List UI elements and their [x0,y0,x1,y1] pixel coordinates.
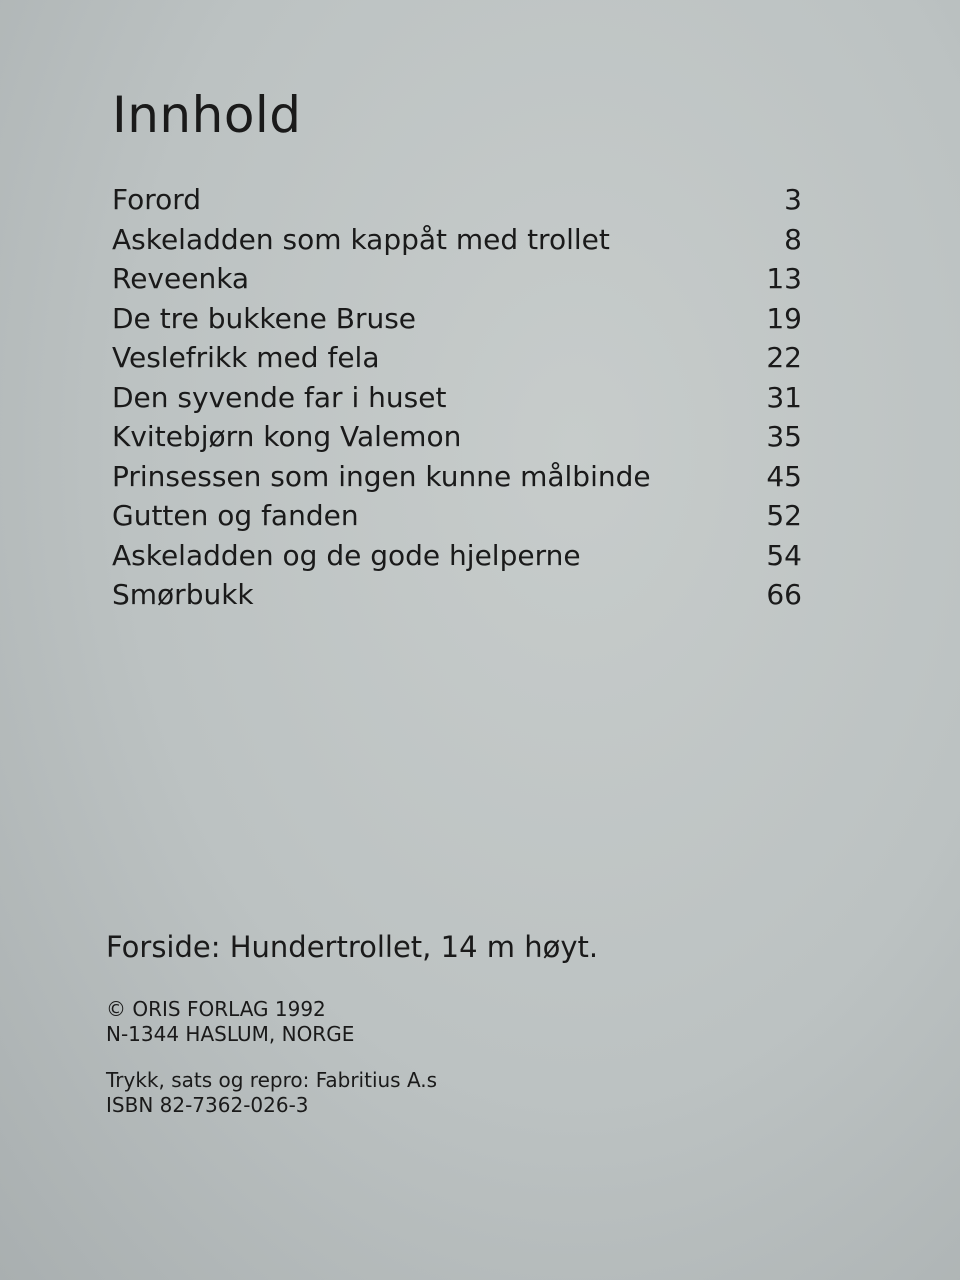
toc-entry-title: Askeladden og de gode hjelperne [112,538,581,572]
cover-caption: Forside: Hundertrollet, 14 m høyt. [106,930,599,964]
toc-entry [112,180,802,220]
isbn: ISBN 82-7362-026-3 [106,1093,309,1117]
toc-entry-page: 45 [766,459,802,493]
toc-entry [112,378,802,418]
copyright-line: © ORIS FORLAG 1992 [106,997,326,1021]
toc-entry-title: Kvitebjørn kong Valemon [112,420,462,453]
toc-entry-page: 52 [766,499,802,532]
toc-entry-page: 66 [766,578,802,611]
toc-entry-title: Smørbukk [112,578,254,611]
toc-entry [112,496,802,536]
toc-entry [112,536,802,576]
toc-entry-page: 8 [784,222,802,256]
toc-entry [112,457,802,497]
toc-entry-title: Den syvende far i huset [112,380,447,414]
toc-entry-title: Askeladden som kappåt med trollet [112,222,610,256]
toc-entry [112,575,802,615]
toc-entry-page: 31 [766,380,802,414]
toc-entry-page: 19 [766,301,802,335]
toc-entry [112,417,802,457]
toc-entry-page: 22 [766,341,802,374]
toc-entry [112,299,802,339]
page-title: Innhold [112,86,302,144]
toc-entry-page: 13 [766,262,802,295]
toc-entry-title: De tre bukkene Bruse [112,301,417,335]
copyright-block [106,997,354,1047]
publisher-address: N-1344 HASLUM, NORGE [106,1022,355,1046]
toc-entry-title: Gutten og fanden [112,499,359,532]
printer-credit: Trykk, sats og repro: Fabritius A.s [106,1068,438,1092]
toc-entry-page: 54 [766,538,802,572]
table-of-contents [112,180,802,615]
toc-entry [112,220,802,260]
toc-entry-page: 3 [784,183,802,216]
toc-entry [112,259,802,299]
toc-entry-page: 35 [766,420,802,453]
toc-entry-title: Forord [112,183,202,216]
toc-entry [112,338,802,378]
toc-entry-title: Prinsessen som ingen kunne målbinde [112,459,651,493]
toc-entry-title: Veslefrikk med fela [112,341,380,374]
printer-block [106,1068,437,1118]
toc-entry-title: Reveenka [112,262,250,295]
